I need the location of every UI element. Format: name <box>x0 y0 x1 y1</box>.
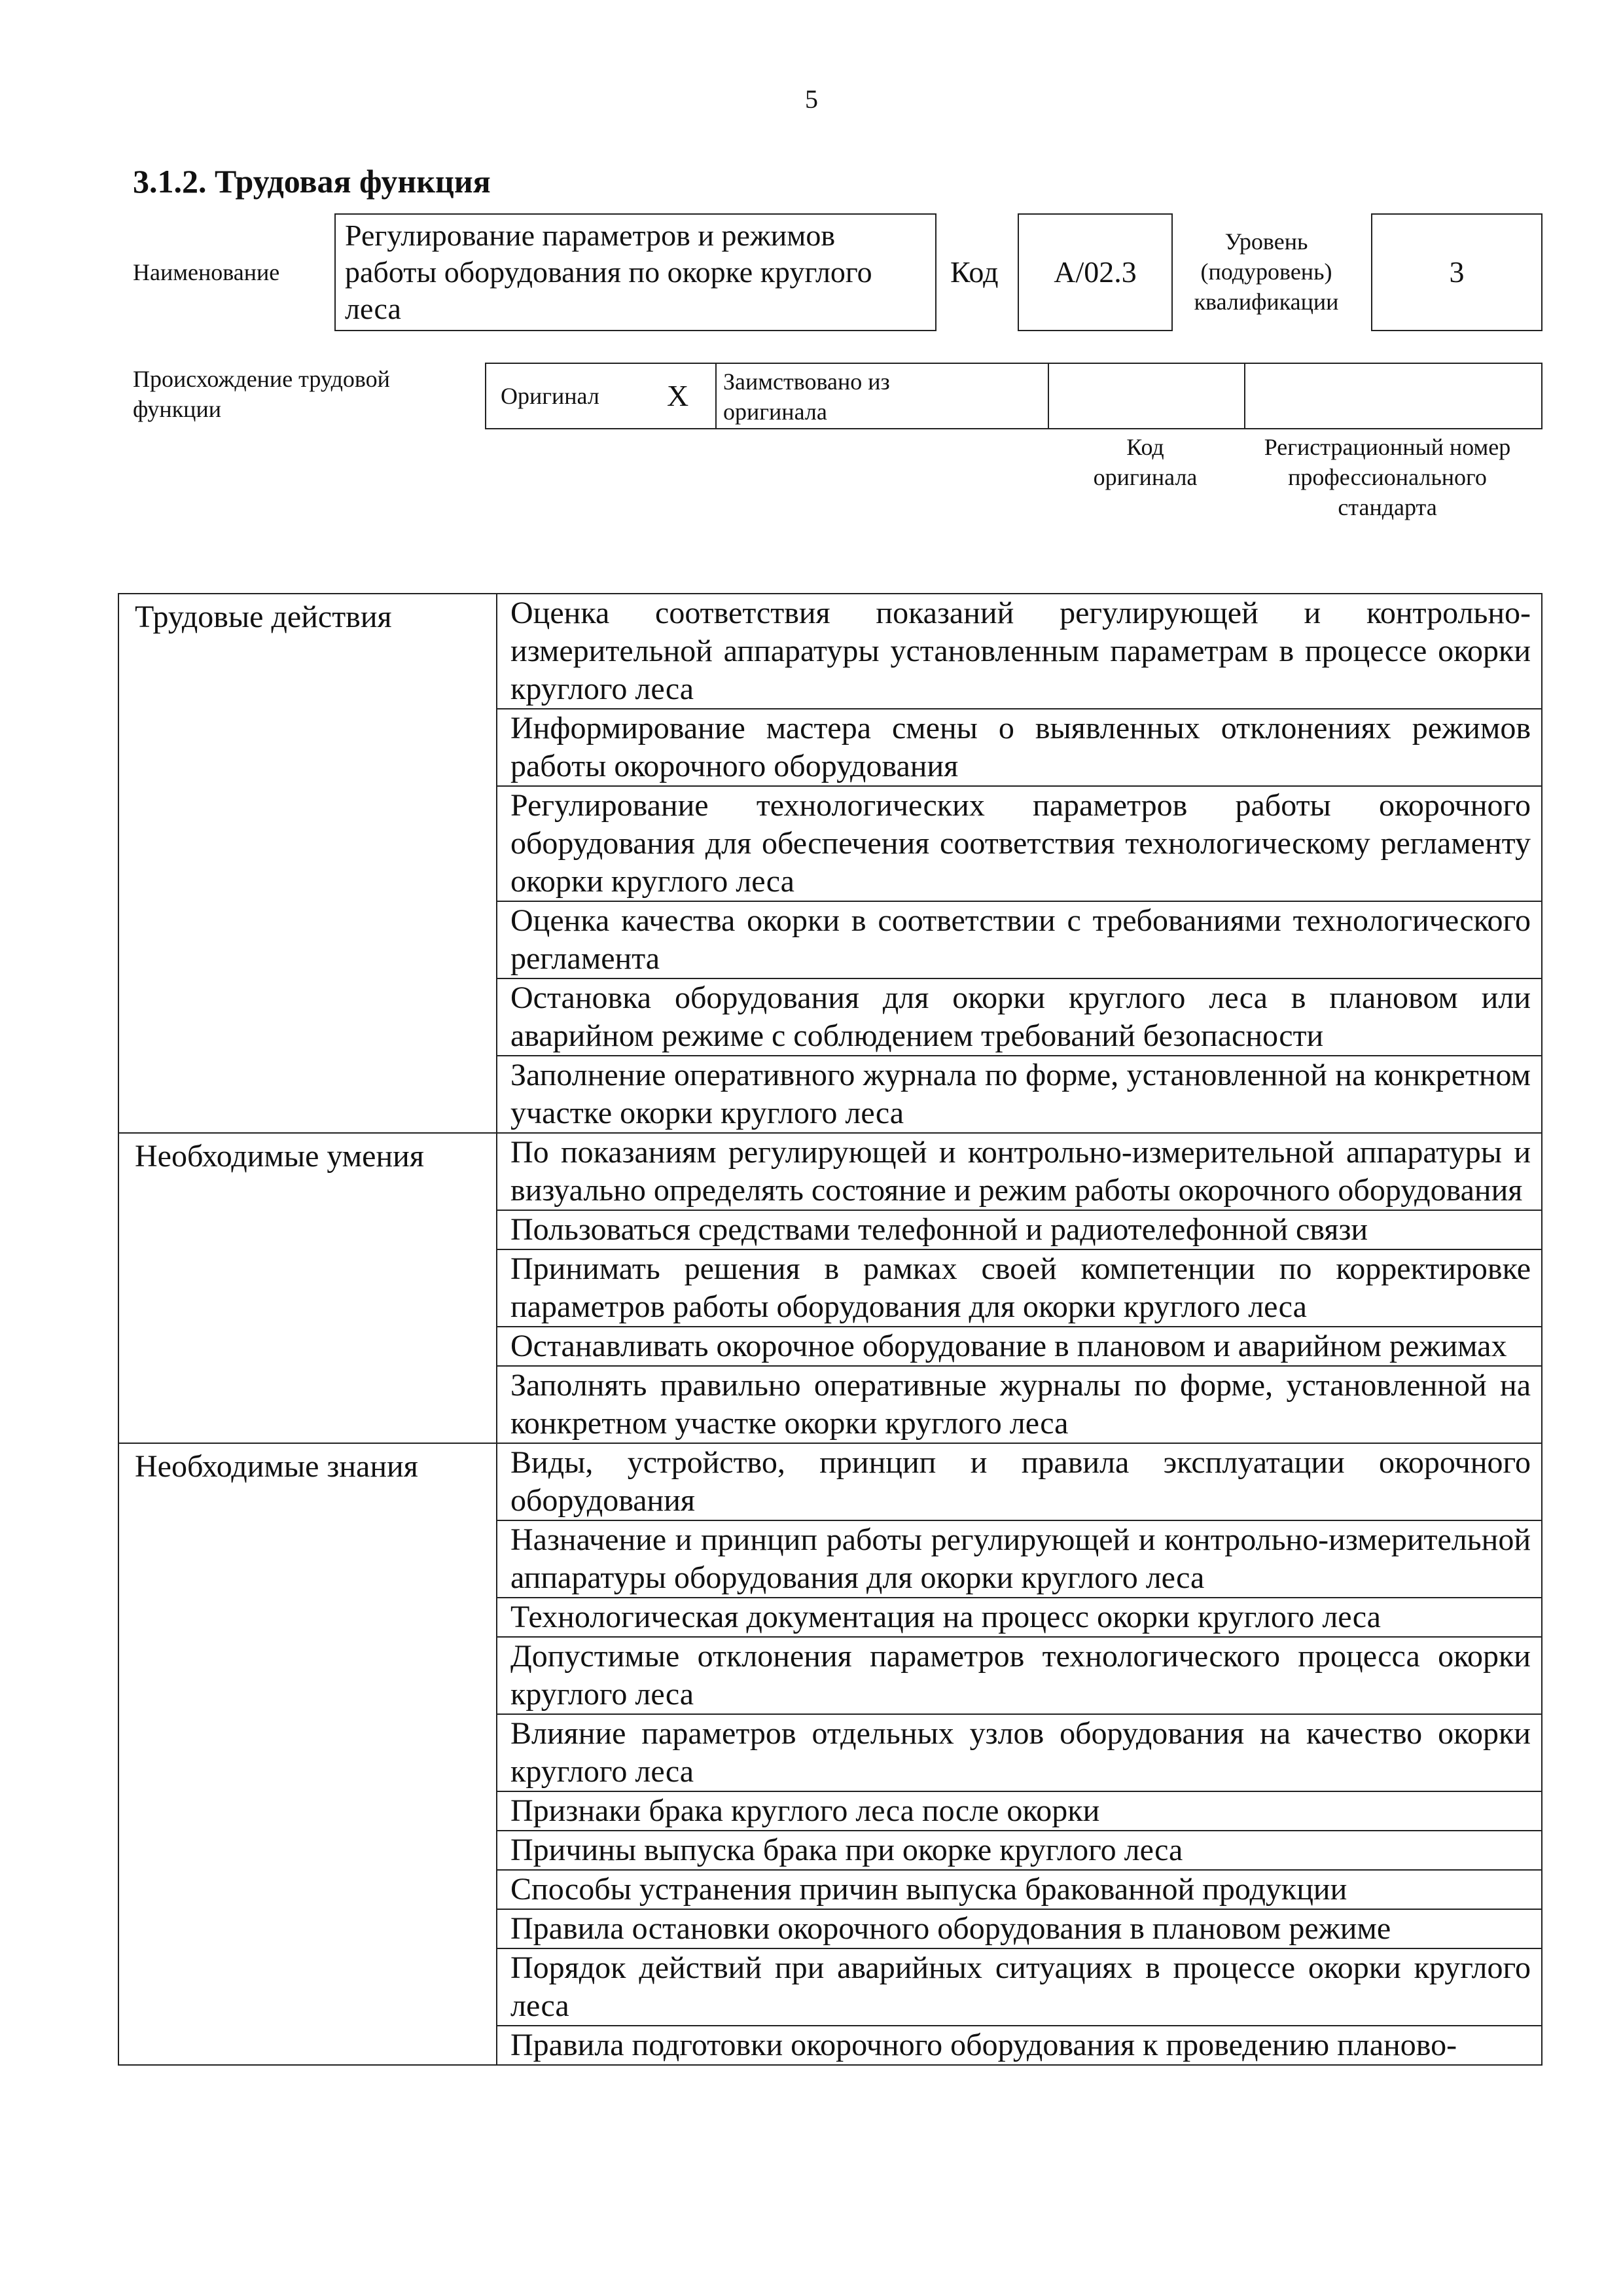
level-value: 3 <box>1449 255 1465 289</box>
list-item: Регулирование технологических параметров работы окорочного оборудования для обеспечения соответствия технологическому регламенту окорки круглого леса <box>497 787 1541 902</box>
list-item: Правила остановки окорочного оборудования в плановом режиме <box>497 1910 1541 1949</box>
list-item: Влияние параметров отдельных узлов оборудования на качество окорки круглого леса <box>497 1715 1541 1792</box>
section-heading: Необходимые знания <box>118 1443 497 2065</box>
name-value-box <box>334 213 936 331</box>
list-item: Причины выпуска брака при окорке круглого леса <box>497 1831 1541 1871</box>
section-heading: Трудовые действия <box>118 594 497 1133</box>
list-item: Принимать решения в рамках своей компетенции по корректировке параметров работы оборудования для окорки круглого леса <box>497 1250 1541 1327</box>
list-item: Технологическая документация на процесс окорки круглого леса <box>497 1598 1541 1638</box>
list-item: Способы устранения причин выпуска бракованной продукции <box>497 1871 1541 1910</box>
list-item: Заполнять правильно оперативные журналы по форме, установленной на конкретном участке окорки круглого леса <box>510 1368 1531 1441</box>
borrowed-label: Заимствовано из оригинала <box>723 368 890 425</box>
list-item: Останавливать окорочное оборудование в плановом и аварийном режимах <box>497 1327 1541 1367</box>
table-row <box>118 1443 1542 2065</box>
list-item: Допустимые отклонения параметров технологического процесса окорки круглого леса <box>497 1638 1541 1715</box>
origin-label: Происхождение трудовой функции <box>133 366 390 422</box>
labor-function-table <box>118 593 1543 2066</box>
section-title: 3.1.2. Трудовая функция <box>133 163 491 200</box>
original-mark: X <box>667 379 689 412</box>
list-item: Назначение и принцип работы регулирующей и контрольно-измерительной аппаратуры оборудования для окорки круглого леса <box>497 1521 1541 1598</box>
table-row <box>118 594 1542 1133</box>
code-value-box <box>1018 213 1173 331</box>
list-item: Признаки брака круглого леса после окорки <box>497 1792 1541 1831</box>
list-item: Остановка оборудования для окорки круглого леса в плановом или аварийном режиме с соблюдением требований безопасности <box>497 979 1541 1056</box>
name-value: Регулирование параметров и режимов работы оборудования по окорке круглого леса <box>345 219 872 325</box>
table-row <box>118 1133 1542 1443</box>
level-label: Уровень (подуровень) квалификации <box>1194 228 1339 315</box>
name-label: Наименование <box>133 259 280 285</box>
list-item: По показаниям регулирующей и контрольно-измерительной аппаратуры и визуально определять состояние и режим работы окорочного оборудования <box>497 1134 1541 1211</box>
list-item: Пользоваться средствами телефонной и радиотелефонной связи <box>497 1211 1541 1250</box>
origin-row <box>485 363 1543 429</box>
list-item: Правила подготовки окорочного оборудования к проведению планово- <box>510 2028 1457 2062</box>
original-label: Оригинал <box>501 383 599 409</box>
list-item: Заполнение оперативного журнала по форме, установленной на конкретном участке окорки круглого леса <box>510 1058 1531 1130</box>
list-item: Оценка качества окорки в соответствии с требованиями технологического регламента <box>497 902 1541 979</box>
code-label: Код <box>950 255 999 289</box>
list-item: Информирование мастера смены о выявленных отклонениях режимов работы окорочного оборудования <box>497 709 1541 787</box>
list-item: Виды, устройство, принцип и правила эксплуатации окорочного оборудования <box>497 1444 1541 1521</box>
list-item: Оценка соответствия показаний регулирующей и контрольно-измерительной аппаратуры установленным параметрам в процессе окорки круглого леса <box>497 594 1541 709</box>
registration-caption: Регистрационный номер профессионального стандарта <box>1264 434 1511 520</box>
page-number: 5 <box>805 84 818 114</box>
level-value-box <box>1371 213 1543 331</box>
code-original-caption: Код оригинала <box>1093 434 1198 490</box>
code-value: A/02.3 <box>1054 255 1137 289</box>
section-heading: Необходимые умения <box>118 1133 497 1443</box>
list-item: Порядок действий при аварийных ситуациях в процессе окорки круглого леса <box>497 1949 1541 2026</box>
